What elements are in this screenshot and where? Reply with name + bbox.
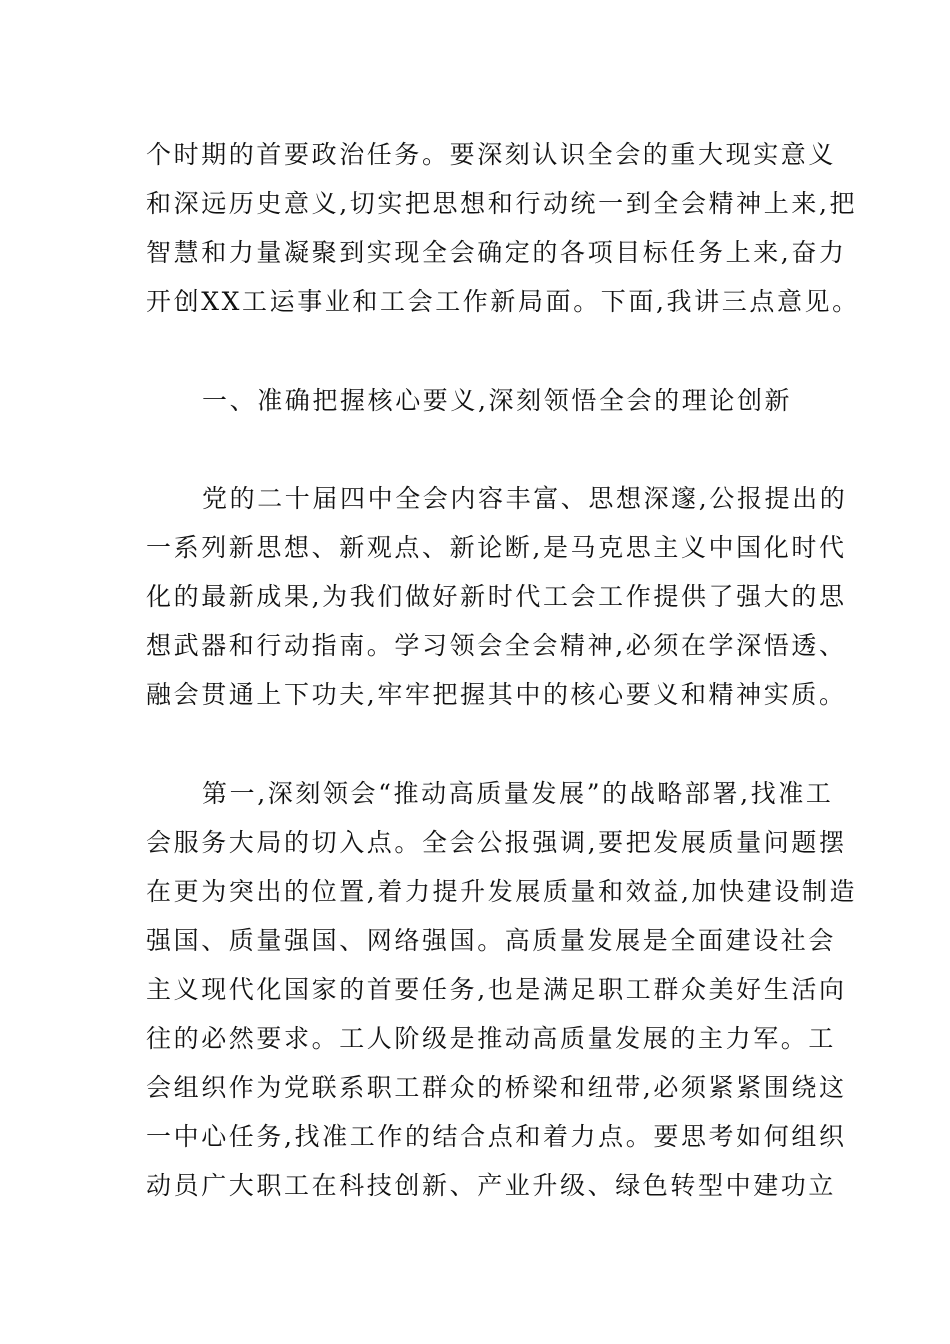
paragraph-3 [146,769,858,1210]
section-heading-text: 一、准确把握核心要义,深刻领悟全会的理论创新 [202,386,793,415]
text-line: 智慧和力量凝聚到实现全会确定的各项目标任务上来,奋力 [146,238,847,267]
text-line: 往的必然要求。工人阶级是推动高质量发展的主力军。工 [146,1024,837,1053]
text-line: 一中心任务,找准工作的结合点和着力点。要思考如何组织 [146,1122,847,1151]
text-line: 在更为突出的位置,着力提升发展质量和效益,加快建设制造 [146,877,858,906]
text-line: 党的二十届四中全会内容丰富、思想深邃,公报提出的 [202,484,848,513]
text-line: 一系列新思想、新观点、新论断,是马克思主义中国化时代 [146,533,847,562]
paragraph-2 [146,474,846,719]
text-line: 和深远历史意义,切实把思想和行动统一到全会精神上来,把 [146,189,858,218]
text-line: 动员广大职工在科技创新、产业升级、绿色转型中建功立 [146,1171,837,1200]
text-line: 会服务大局的切入点。全会公报强调,要把发展质量问题摆 [146,828,847,857]
text-line: 强国、质量强国、网络强国。高质量发展是全面建设社会 [146,926,837,955]
text-line: 主义现代化国家的首要任务,也是满足职工群众美好生活向 [146,975,847,1004]
text-line: 会组织作为党联系职工群众的桥梁和纽带,必须紧紧围绕这 [146,1073,847,1102]
text-line: 第一,深刻领会“推动高质量发展”的战略部署,找准工 [202,779,834,808]
text-line: 想武器和行动指南。学习领会全会精神,必须在学深悟透、 [146,631,847,660]
section-heading [146,376,846,425]
paragraph-continued [146,130,860,326]
text-line: 开创XX工运事业和工会工作新局面。下面,我讲三点意见。 [146,287,860,316]
text-line: 化的最新成果,为我们做好新时代工会工作提供了强大的思 [146,582,847,611]
text-line: 融会贯通上下功夫,牢牢把握其中的核心要义和精神实质。 [146,680,847,709]
text-line: 个时期的首要政治任务。要深刻认识全会的重大现实意义 [146,140,837,169]
